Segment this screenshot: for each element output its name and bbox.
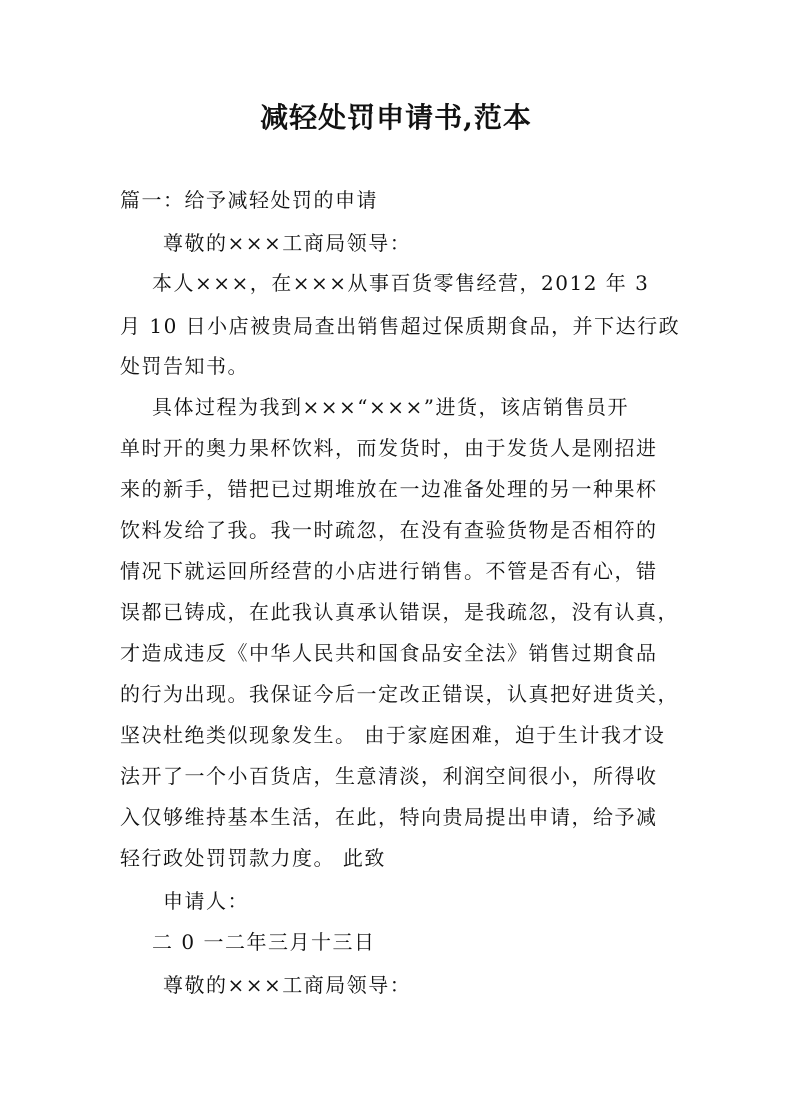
closing-line: 轻行政处罚罚款力度。 此致	[120, 846, 386, 870]
body-line: 饮料发给了我。我一时疏忽，在没有查验货物是否相符的	[120, 518, 658, 542]
applicant-label: 申请人：	[163, 889, 249, 913]
body-line: 法开了一个小百货店，生意清淡，利润空间很小，所得收	[120, 764, 658, 788]
body-line: 的行为出现。我保证今后一定改正错误，认真把好进货关，	[120, 682, 679, 706]
body-line: 单时开的奥力果杯饮料，而发货时，由于发货人是刚招进	[120, 436, 658, 460]
body-line: 本人×××，在×××从事百货零售经营，2012 年 3	[152, 271, 650, 295]
salutation: 尊敬的×××工商局领导：	[163, 973, 412, 997]
body-line: 来的新手，错把已过期堆放在一边准备处理的另一种果杯	[120, 477, 658, 501]
document-title: 减轻处罚申请书,范本	[260, 101, 532, 134]
body-line: 处罚告知书。	[120, 354, 249, 378]
date-line: 二 0 一二年三月十三日	[152, 930, 376, 954]
body-line: 误都已铸成，在此我认真承认错误，是我疏忽，没有认真，	[120, 600, 679, 624]
body-line: 入仅够维持基本生活，在此，特向贵局提出申请，给予减	[120, 805, 658, 829]
body-line: 才造成违反《中华人民共和国食品安全法》销售过期食品	[120, 641, 658, 665]
body-line: 月 10 日小店被贵局查出销售超过保质期食品，并下达行政	[120, 314, 681, 338]
body-line: 情况下就运回所经营的小店进行销售。不管是否有心，错	[120, 559, 658, 583]
salutation: 尊敬的×××工商局领导：	[163, 231, 412, 255]
body-line: 具体过程为我到×××“×××”进货，该店销售员开	[152, 395, 629, 419]
section-heading: 篇一：给予减轻处罚的申请	[120, 188, 378, 212]
body-line: 坚决杜绝类似现象发生。 由于家庭困难，迫于生计我才设	[120, 723, 666, 747]
